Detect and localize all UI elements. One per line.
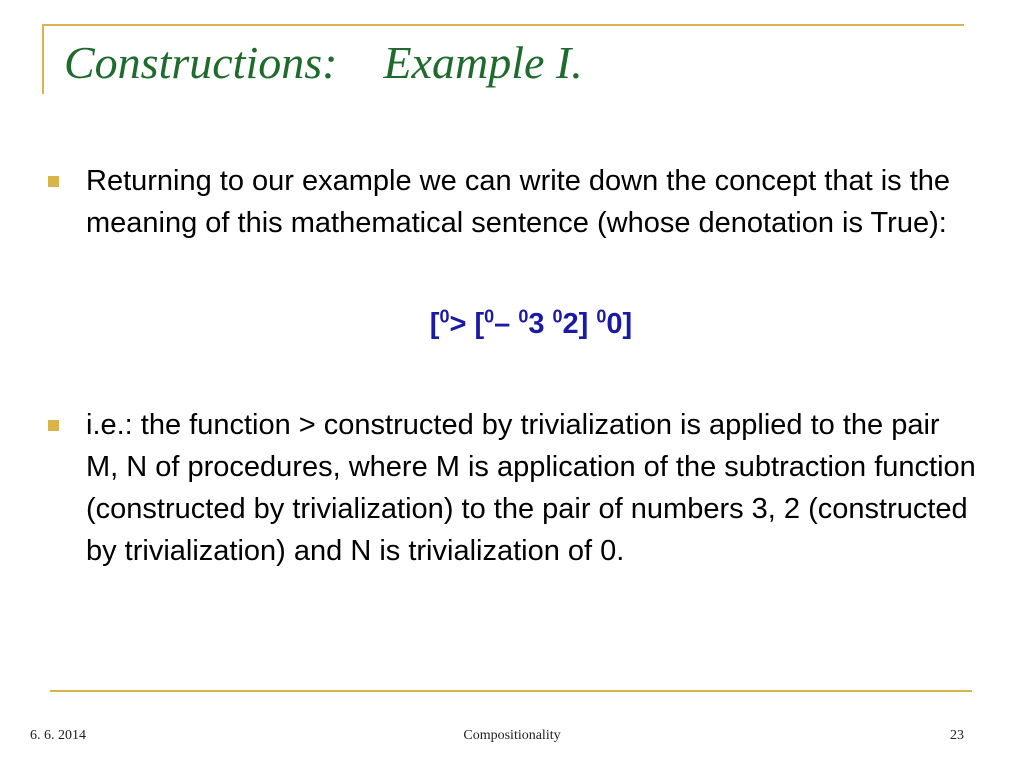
- title-frame-left-rule: [42, 24, 44, 94]
- formula-part: –: [494, 308, 519, 340]
- formula-part: [: [429, 308, 440, 340]
- slide-title: Constructions: Example I.: [64, 37, 583, 88]
- bullet-item-1: [46, 160, 976, 244]
- square-bullet-icon: [48, 176, 59, 187]
- formula-superscript: 0: [518, 306, 529, 327]
- formula-part: >: [449, 308, 467, 340]
- formula-part: 2]: [562, 308, 597, 340]
- construction-formula: [46, 304, 976, 344]
- footer-rule: [50, 690, 972, 692]
- slide-number: 23: [950, 728, 964, 743]
- bullet-text-1: Returning to our example we can write down the concept that is the meaning of this mathematical sentence (whose denotation is True):: [86, 165, 951, 239]
- formula-part: [: [466, 308, 485, 340]
- title-frame-top-rule: [42, 24, 964, 26]
- slide-content: [46, 160, 976, 572]
- formula-part: 3: [528, 308, 553, 340]
- footer-date: 6. 6. 2014: [30, 728, 86, 743]
- footer-title: Compositionality: [463, 728, 561, 743]
- formula-superscript: 0: [596, 306, 607, 327]
- bullet-text-2: i.e.: the function > constructed by trivialization is applied to the pair M, N of procedures, where M is application of the subtraction function (constructed by trivialization) to the pair of numbers 3, 2 (constructed by trivialization) and N is trivialization of 0.: [86, 409, 976, 567]
- formula-superscript: 0: [439, 306, 450, 327]
- square-bullet-icon: [48, 420, 59, 431]
- formula-superscript: 0: [484, 306, 495, 327]
- formula-part: 0]: [606, 308, 633, 340]
- formula-superscript: 0: [552, 306, 563, 327]
- bullet-item-2: [46, 404, 976, 572]
